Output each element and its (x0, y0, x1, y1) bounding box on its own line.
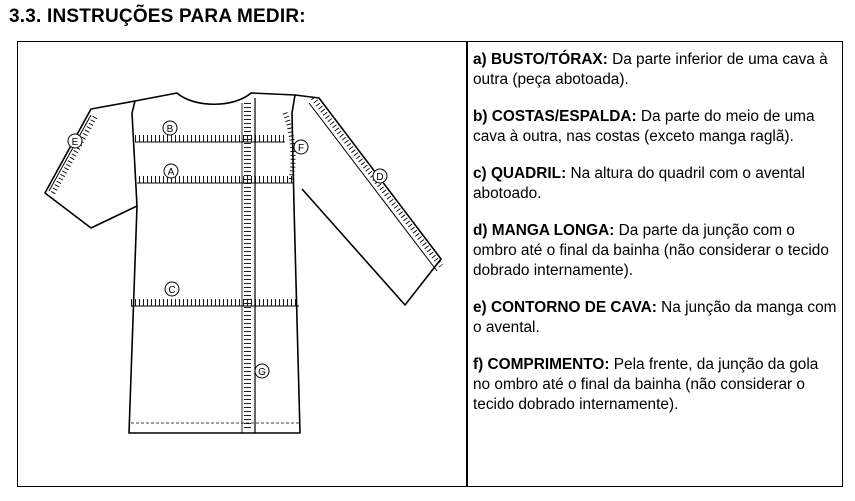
instructions-list (473, 50, 839, 432)
instruction-text: Na junção da manga com o avental. (473, 299, 837, 336)
instruction-label: d) MANGA LONGA: (473, 222, 615, 239)
instruction-label: c) QUADRIL: (473, 165, 567, 182)
marker-e (68, 134, 82, 148)
tape-busto (137, 176, 294, 183)
section-title: 3.3. INSTRUÇÕES PARA MEDIR: (9, 6, 306, 27)
table-divider (466, 41, 468, 487)
marker-c (165, 282, 179, 296)
tape-comprimento (244, 101, 251, 431)
instruction-manga (473, 221, 839, 281)
instruction-text: Na altura do quadril com o avental abotoado. (473, 165, 805, 202)
instruction-text: Da parte do meio de uma cava à outra, nas costas (exceto manga raglã). (473, 108, 815, 145)
marker-d (373, 169, 387, 183)
instruction-comprimento (473, 355, 839, 415)
instruction-label: e) CONTORNO DE CAVA: (473, 299, 657, 316)
marker-d-label: D (376, 172, 384, 183)
marker-f (294, 140, 308, 154)
garment-diagram (19, 43, 465, 485)
marker-c-label: C (168, 285, 176, 296)
marker-a (164, 164, 178, 178)
instruction-text: Da parte da junção com o ombro até o final da bainha (não considerar o tecido dobrado internamente). (473, 222, 829, 279)
marker-b-label: B (166, 124, 174, 135)
instruction-costas (473, 107, 839, 147)
marker-g (255, 364, 269, 378)
instruction-text: Da parte inferior de uma cava à outra (peça abotoada). (473, 51, 828, 88)
instruction-label: f) COMPRIMENTO: (473, 356, 610, 373)
instruction-label: b) COSTAS/ESPALDA: (473, 108, 637, 125)
tape-quadril (131, 299, 299, 306)
instruction-label: a) BUSTO/TÓRAX: (473, 51, 608, 68)
marker-g-label: G (258, 367, 266, 378)
instruction-quadril (473, 164, 839, 204)
garment-outline (45, 93, 441, 433)
instruction-text: Pela frente, da junção da gola no ombro até o final da bainha (não considerar o tecido dobrado internamente). (473, 356, 819, 413)
marker-f-label: F (297, 143, 305, 154)
instruction-cava (473, 298, 839, 338)
marker-e-label: E (71, 137, 79, 148)
tape-cava-left (49, 115, 95, 193)
marker-a-label: A (167, 167, 175, 178)
marker-b (163, 121, 177, 135)
instruction-busto (473, 50, 839, 90)
tape-costas (135, 135, 285, 142)
tape-manga (309, 98, 441, 271)
